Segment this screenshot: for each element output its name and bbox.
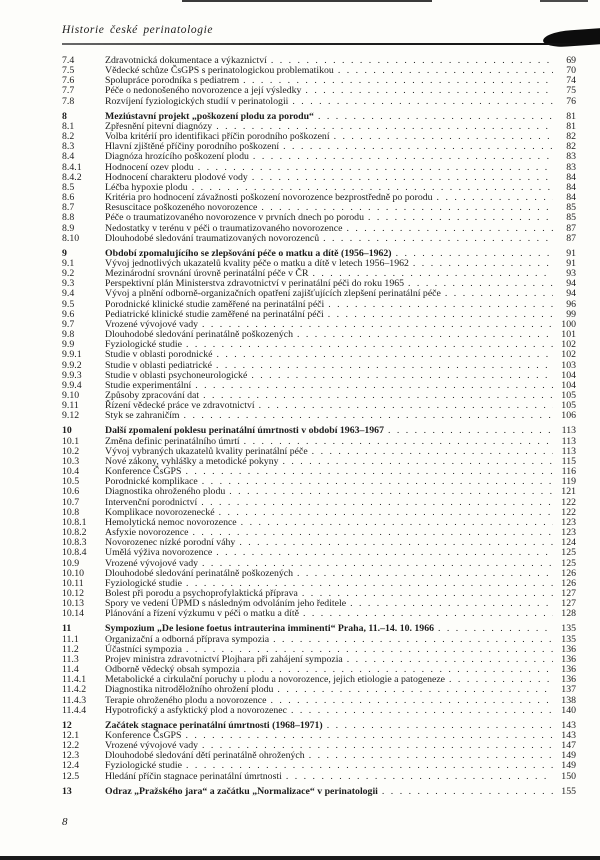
dot-leader [185, 731, 553, 741]
toc-entry-title: Mezinárodní srovnání úrovně perinatální péče v ČR [105, 268, 309, 280]
toc-entry [62, 685, 576, 695]
toc-entry-title: Novorozenec nízké porodní váhy [105, 537, 236, 549]
toc-entry-title: Volba kritérií pro identifikaci příčin porodního poškození [105, 131, 330, 143]
toc-entry-page: 116 [561, 466, 576, 478]
toc-entry-title: Zpřesnění pitevní diagnózy [105, 120, 213, 132]
toc-entry-page: 101 [561, 329, 576, 341]
toc-entry [62, 772, 576, 782]
toc-entry-title: Studie v oblasti pediatrické [105, 359, 212, 371]
toc-entry-page: 103 [561, 359, 576, 371]
toc-entry-title: Projev ministra zdravotnictví Plojhara při zahájení sympozia [105, 653, 343, 665]
toc-entry-page: 124 [561, 537, 576, 549]
toc-entry-number: 9.5 [62, 298, 75, 310]
toc-entry-page: 143 [561, 730, 576, 741]
toc-entry-number: 12.4 [62, 760, 80, 772]
toc-entry-page: 69 [566, 55, 576, 66]
toc-entry-page: 128 [561, 608, 576, 620]
toc-entry-page: 119 [561, 476, 576, 488]
dot-leader [229, 487, 553, 497]
toc-entry-number: 8 [62, 110, 67, 122]
toc-entry-page: 74 [566, 75, 576, 87]
toc-entry-number: 10.7 [62, 496, 80, 508]
dot-leader [202, 477, 553, 487]
toc-entry-page: 106 [561, 410, 576, 422]
toc-entry-title: Konference ČsGPS [105, 730, 182, 741]
dot-leader [216, 548, 553, 558]
toc-entry-title: Způsoby zpracování dat [105, 390, 200, 401]
toc-entry-title: Diagnostika nitroděložního ohrožení plodu [105, 684, 274, 696]
toc-entry-page: 93 [566, 268, 576, 280]
toc-entry [62, 548, 576, 558]
toc-entry-number: 9.7 [62, 318, 75, 330]
dot-leader [239, 538, 553, 548]
dot-leader [216, 361, 553, 371]
dot-leader [388, 426, 553, 436]
toc-entry-page: 136 [561, 674, 576, 686]
toc-entry-number: 10.8.1 [62, 516, 87, 528]
toc-entry-page: 83 [566, 161, 576, 173]
dot-leader [346, 224, 553, 234]
toc-entry [62, 609, 576, 619]
toc-entry-title: Vrozené vývojové vady [105, 740, 198, 752]
dot-leader [253, 152, 553, 162]
toc-entry-number: 13 [62, 785, 72, 797]
toc-entry-number: 8.5 [62, 181, 75, 193]
toc-entry-title: Fyziologické studie [105, 577, 183, 589]
toc-entry-page: 143 [561, 719, 576, 731]
toc-entry-page: 102 [561, 349, 576, 361]
toc-entry-title: Metabolické a cirkulační poruchy u plodu a novorozence, jejich etiologie a patogeneze [105, 674, 446, 686]
dot-leader [368, 213, 553, 223]
toc-entry-title: Odraz „Pražského jara“ a začátku „Normalizace“ v perinatologii [105, 785, 378, 797]
dot-leader [216, 350, 553, 360]
toc-entry-page: 149 [561, 750, 576, 762]
toc-entry-page: 83 [566, 151, 576, 163]
dot-leader [283, 142, 553, 152]
toc-entry-number: 8.1 [62, 120, 75, 132]
toc-entry-number: 11.4 [62, 664, 79, 676]
dot-leader [195, 381, 553, 391]
toc-entry-number: 11.4.1 [62, 674, 87, 686]
toc-entry-page: 94 [566, 288, 576, 300]
toc-entry-number: 9.2 [62, 268, 75, 280]
toc-entry-page: 125 [561, 547, 576, 559]
toc-entry-title: Změna definic perinatálního úmrtí [105, 435, 240, 447]
toc-entry-number: 8.10 [62, 232, 80, 244]
toc-entry-number: 10.3 [62, 455, 80, 467]
dot-leader [437, 193, 553, 203]
dot-leader [382, 787, 553, 797]
toc-entry-number: 8.2 [62, 131, 75, 143]
toc-entry-title: Zdravotnická dokumentace a výkaznictví [105, 55, 267, 66]
toc-entry-number: 12.1 [62, 730, 80, 741]
toc-entry-number: 9.9.2 [62, 359, 82, 371]
toc-entry-page: 99 [566, 308, 576, 320]
dot-leader [338, 66, 553, 76]
toc-entry-page: 87 [566, 232, 576, 244]
dot-leader [328, 300, 553, 310]
dot-leader [201, 498, 553, 508]
toc-entry-number: 9.9.4 [62, 379, 82, 391]
toc-entry-page: 121 [561, 486, 576, 498]
toc-entry-page: 136 [561, 653, 576, 665]
toc-entry-title: Dlouhodobé sledování perinatálně poškozených [105, 329, 293, 341]
dot-leader [252, 173, 553, 183]
toc-entry-title: Styk se zahraničím [105, 410, 180, 422]
toc-entry-number: 9.9.1 [62, 349, 82, 361]
toc-entry-number: 10.6 [62, 486, 80, 498]
toc-entry-number: 10.8.4 [62, 547, 87, 559]
toc-entry-title: Nové zákony, vyhlášky a metodické pokyny [105, 455, 279, 467]
dot-leader [297, 330, 553, 340]
toc-entry-title: Pediatrické klinické studie zaměřené na perinatální péči [105, 308, 324, 320]
toc-entry-number: 12.5 [62, 770, 80, 782]
toc-entry-title: Komplikace novorozenecké [105, 506, 215, 518]
dot-leader [292, 97, 553, 107]
toc-entry-number: 7.6 [62, 75, 75, 87]
toc-entry-number: 11.4.3 [62, 694, 87, 706]
toc-entry-number: 10.8.3 [62, 537, 87, 549]
toc-entry-page: 113 [561, 445, 576, 457]
running-head: Historie české perinatologie [62, 24, 214, 36]
toc-entry-number: 11.2 [62, 643, 79, 655]
dot-leader [241, 518, 553, 528]
dot-leader [251, 371, 553, 381]
toc-entry-page: 84 [566, 192, 576, 204]
toc-entry-page: 84 [566, 171, 576, 183]
toc-entry-title: Spory ve vedení ÚPMD s následným odvoláním jeho ředitele [105, 598, 347, 610]
toc-entry-page: 75 [566, 85, 576, 97]
toc-entry-number: 8.4.1 [62, 161, 82, 173]
toc-entry [62, 411, 576, 421]
toc-entry-number: 11.3 [62, 653, 79, 665]
toc-entry-number: 11 [62, 623, 72, 635]
toc-entry-page: 136 [561, 643, 576, 655]
toc-entry [62, 350, 576, 360]
toc-entry-title: Vývoj jednotlivých ukazatelů kvality péče o matku a dítě v letech 1956–1962 [105, 257, 409, 269]
toc-entry-title: Hledání příčin stagnace perinatální úmrtnosti [105, 770, 282, 782]
toc-entry-title: Vrozené vývojové vady [105, 557, 198, 569]
toc-entry-number: 10.5 [62, 476, 80, 488]
toc-entry-title: Odborně vědecký obsah sympozia [105, 664, 240, 676]
toc-entry-title: Hodnocení ozev plodu [105, 161, 194, 173]
toc-entry-page: 85 [566, 212, 576, 224]
dot-leader [413, 259, 553, 269]
dot-leader [291, 706, 553, 716]
toc-entry-number: 9.1 [62, 257, 75, 269]
toc-entry-page: 126 [561, 577, 576, 589]
dot-leader [327, 721, 553, 731]
dot-leader [283, 457, 554, 467]
dot-leader [309, 751, 553, 761]
toc-entry-page: 126 [561, 567, 576, 579]
toc-entry-number: 12.3 [62, 750, 80, 762]
dot-leader [219, 508, 553, 518]
toc-entry-title: Vývoj a plnění odborně-organizačních opatření zajišťujících zlepšení perinatální péče [105, 288, 441, 300]
toc-entry-title: Období zpomalujícího se zlepšování péče o matku a dítě (1956–1962) [105, 247, 392, 259]
toc-entry-title: Péče o nedonošeného novorozence a její výsledky [105, 85, 302, 97]
toc-entry-title: Vývoj vybraných ukazatelů kvality perinatální péče [105, 445, 308, 457]
toc-entry-page: 105 [561, 400, 576, 412]
dot-leader [318, 112, 553, 122]
toc-entry-number: 9.6 [62, 308, 75, 320]
toc-entry-number: 9.12 [62, 410, 80, 422]
toc-entry-page: 104 [561, 379, 576, 391]
toc-entry-page: 82 [566, 131, 576, 143]
toc-entry-title: Terapie ohroženého plodu a novorozence [105, 694, 267, 706]
toc-entry-number: 12 [62, 719, 72, 731]
dot-leader [303, 609, 553, 619]
toc-entry-number: 10.11 [62, 577, 84, 589]
dot-leader [312, 447, 553, 457]
toc-entry-title: Začátek stagnace perinatální úmrtnosti (1968–1971) [105, 719, 323, 731]
toc-entry-page: 100 [561, 318, 576, 330]
dot-leader [328, 310, 553, 320]
dot-leader [305, 86, 553, 96]
toc-entry-number: 10.8 [62, 506, 80, 518]
toc-entry-number: 10.14 [62, 608, 85, 620]
toc-entry-number: 10.9 [62, 557, 80, 569]
toc-entry [62, 706, 576, 716]
toc-entry-title: Fyziologické studie [105, 760, 183, 772]
toc-entry-title: Sympozium „De lesione foetus intrauterina imminenti“ Praha, 11.–14. 10. 1966 [105, 623, 434, 635]
toc-entry-title: Kritéria pro hodnocení závažnosti poškození novorozence bezprostředně po porodu [105, 192, 433, 204]
toc-entry-page: 147 [561, 740, 576, 752]
toc-entry-title: Dlouhodobé sledování traumatizovaných novorozenců [105, 232, 320, 244]
folio-page-number: 8 [62, 816, 68, 828]
toc-entry-page: 138 [561, 694, 576, 706]
toc-entry-page: 84 [566, 181, 576, 193]
scan-edge-artifact [182, 0, 432, 2]
toc-entry-page: 87 [566, 222, 576, 234]
toc-entry-title: Spolupráce porodníka s pediatrem [105, 75, 240, 87]
toc-entry-number: 9.4 [62, 288, 75, 300]
toc-entry-number: 11.4.2 [62, 684, 87, 696]
toc-entry-page: 136 [561, 664, 576, 676]
toc-entry-page: 91 [566, 257, 576, 269]
toc-entry-number: 8.6 [62, 192, 75, 204]
toc-entry-number: 10.12 [62, 587, 85, 599]
dot-leader [277, 685, 553, 695]
toc-entry-title: Organizační a odborná příprava sympozia [105, 633, 270, 645]
toc-entry-number: 8.9 [62, 222, 75, 234]
toc-entry-title: Studie experimentální [105, 379, 192, 391]
toc-entry-number: 7.4 [62, 55, 75, 66]
dot-leader [273, 635, 553, 645]
dot-leader [286, 772, 553, 782]
dot-leader [449, 675, 553, 685]
toc-entry-title: Dlouhodobé sledování perinatálně poškozených [105, 567, 293, 579]
toc-entry-page: 127 [561, 598, 576, 610]
toc-entry-number: 7.7 [62, 85, 75, 97]
toc-entry-page: 122 [561, 506, 576, 518]
toc-entry-title: Konference ČsGPS [105, 466, 182, 478]
toc-entry-title: Diagnóza hrozícího poškození plodu [105, 151, 249, 163]
toc-entry-title: Fyziologické studie [105, 339, 183, 351]
toc-entry-title: Léčba hypoxie plodu [105, 181, 188, 193]
toc-entry-title: Meziústavní projekt „poškození plodu za porodu“ [105, 110, 314, 122]
toc-entry-page: 137 [561, 684, 576, 696]
toc-entry [62, 97, 576, 107]
toc-entry-page: 140 [561, 704, 576, 716]
header-rule [62, 43, 576, 45]
toc-entry-title: Diagnostika ohroženého plodu [105, 486, 226, 498]
toc-entry-page: 155 [561, 785, 576, 797]
dot-leader [270, 696, 553, 706]
toc-entry-page: 127 [561, 587, 576, 599]
toc-entry-title: Intervenční porodnictví [105, 496, 198, 508]
toc-entry-title: Bolest při porodu a psychoprofylaktická příprava [105, 587, 298, 599]
dot-leader [334, 132, 553, 142]
toc-entry-page: 85 [566, 202, 576, 214]
dot-leader [259, 401, 553, 411]
toc-entry-title: Hypotrofický a asfyktický plod a novorozenec [105, 704, 287, 716]
toc-entry-number: 7.5 [62, 65, 75, 77]
dot-leader [186, 340, 553, 350]
toc-entry [62, 787, 576, 797]
toc-entry-page: 76 [566, 95, 576, 107]
toc-entry-number: 9.9 [62, 339, 75, 351]
toc-entry-number: 9.8 [62, 329, 75, 341]
toc-entry-number: 10.8.2 [62, 527, 87, 539]
toc-entry-page: 82 [566, 141, 576, 153]
toc-entry-page: 123 [561, 527, 576, 539]
toc-entry-number: 8.4.2 [62, 171, 82, 183]
toc-entry-page: 115 [561, 455, 576, 467]
toc-entry-number: 10.13 [62, 598, 85, 610]
toc-entry-page: 135 [561, 633, 576, 645]
toc-entry-number: 11.1 [62, 633, 79, 645]
toc-entry-page: 70 [566, 65, 576, 77]
toc-entry-page: 91 [566, 247, 576, 259]
toc-entry-page: 113 [561, 425, 576, 437]
toc-entry-number: 8.3 [62, 141, 75, 153]
dot-leader [323, 234, 553, 244]
dot-leader [438, 624, 553, 634]
toc-entry-title: Péče o traumatizovaného novorozence v prvních dnech po porodu [105, 212, 364, 224]
toc-entry [62, 234, 576, 244]
toc-list [62, 56, 576, 797]
toc-entry-number: 8.4 [62, 151, 75, 163]
toc-entry-title: Účastníci sympozia [105, 643, 182, 655]
toc-entry-page: 96 [566, 298, 576, 310]
toc-entry-number: 9.9.3 [62, 369, 82, 381]
toc-entry-title: Hodnocení charakteru plodové vody [105, 171, 248, 183]
toc-entry-number: 10.1 [62, 435, 80, 447]
dot-leader [347, 655, 553, 665]
toc-entry-number: 11.4.4 [62, 704, 87, 716]
toc-entry-page: 135 [561, 623, 576, 635]
toc-entry-number: 8.7 [62, 202, 75, 214]
toc-entry-number: 10.4 [62, 466, 80, 478]
toc-entry-title: Rozvíjení fyziologických studií v perinatologii [105, 95, 289, 107]
toc-entry-page: 149 [561, 760, 576, 772]
toc-entry-page: 125 [561, 557, 576, 569]
toc-entry [62, 213, 576, 223]
toc-entry-title: Hemolytická nemoc novorozence [105, 516, 237, 528]
toc-entry-title: Umělá výživa novorozence [105, 547, 213, 559]
toc-entry-page: 104 [561, 369, 576, 381]
dot-leader [203, 391, 553, 401]
dot-leader [184, 411, 553, 421]
toc-entry-title: Vědecké schůze ČsGPS s perinatologickou problematikou [105, 65, 334, 77]
scan-edge-artifact [540, 0, 588, 2]
toc-entry-page: 102 [561, 339, 576, 351]
toc-entry-title: Studie v oblasti psychoneurologické [105, 369, 248, 381]
toc-entry-title: Hlavní zjištěné příčiny porodního poškození [105, 141, 280, 153]
toc-entry-title: Porodnické komplikace [105, 476, 198, 488]
toc-entry-title: Studie v oblasti porodnické [105, 349, 213, 361]
toc-entry-number: 7.8 [62, 95, 75, 107]
dot-leader [396, 249, 553, 259]
toc-entry-title: Asfyxie novorozence [105, 527, 189, 539]
toc-entry-page: 94 [566, 278, 576, 290]
scan-ink-blob [543, 28, 600, 48]
toc-entry-number: 9.11 [62, 400, 79, 412]
toc-entry-number: 9 [62, 247, 67, 259]
toc-entry-number: 10.10 [62, 567, 85, 579]
dot-leader [297, 569, 553, 579]
toc-entry-page: 81 [566, 110, 576, 122]
toc-entry-title: Nedostatky v terénu v péči o traumatizovaného novorozence [105, 222, 343, 234]
toc-entry-title: Porodnické klinické studie zaměřené na perinatální péči [105, 298, 325, 310]
scan-edge-artifact [0, 856, 600, 860]
dot-leader [445, 289, 553, 299]
toc-entry-page: 123 [561, 516, 576, 528]
toc-entry-number: 10.2 [62, 445, 80, 457]
toc-entry-number: 8.8 [62, 212, 75, 224]
toc-entry-page: 150 [561, 770, 576, 782]
dot-leader [198, 163, 553, 173]
toc-entry-title: Plánování a řízení výzkumu v péči o matku a dítě [105, 608, 299, 620]
toc-entry-title: Řízení vědecké práce ve zdravotnictví [105, 400, 255, 412]
toc-entry-number: 12.2 [62, 740, 80, 752]
toc-entry-page: 113 [561, 435, 576, 447]
toc-entry-title: Vrozené vývojové vady [105, 318, 198, 330]
toc-entry-number: 9.10 [62, 390, 80, 401]
dot-leader [185, 467, 553, 477]
toc-entry-title: Resuscitace poškozeného novorozence [105, 202, 258, 214]
toc-entry-page: 81 [566, 120, 576, 132]
toc-entry-title: Dlouhodobé sledování dětí perinatálně ohrožených [105, 750, 305, 762]
dot-leader [350, 599, 553, 609]
toc-entry-number: 10 [62, 425, 72, 437]
dot-leader [193, 528, 553, 538]
toc-entry-number: 9.3 [62, 278, 75, 290]
toc-entry-title: Další zpomalení poklesu perinatální úmrtnosti v období 1963–1967 [105, 425, 384, 437]
toc-entry-page: 122 [561, 496, 576, 508]
toc-entry-page: 105 [561, 390, 576, 401]
toc-entry-title: Perspektivní plán Ministerstva zdravotnictví v perinatální péči do roku 1965 [105, 278, 405, 290]
